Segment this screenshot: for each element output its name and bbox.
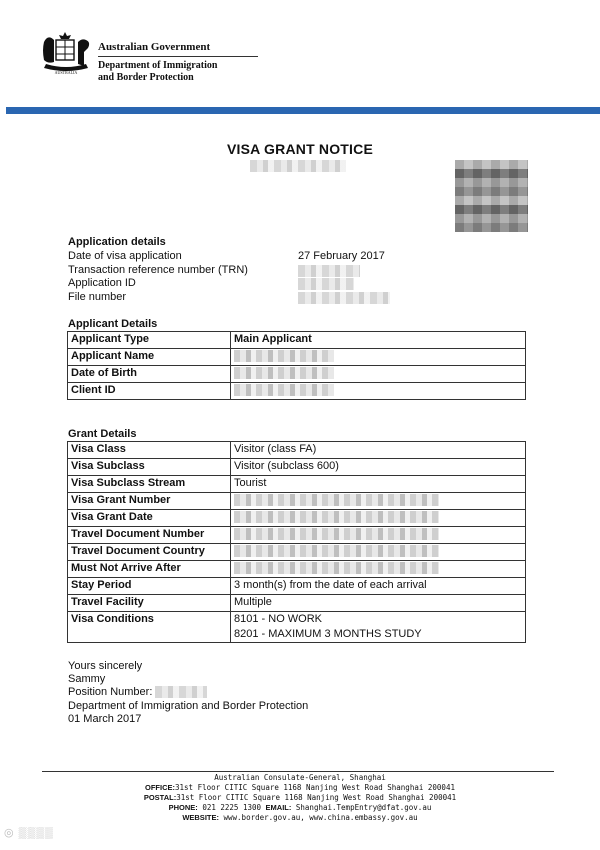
position-number-label: Position Number:: [68, 686, 153, 698]
travel-document-number-value: [231, 527, 526, 544]
applicant-photo-redacted: [455, 160, 528, 232]
visa-grant-number-label: Visa Grant Number: [68, 493, 231, 510]
closing-sincerely: Yours sincerely: [68, 660, 143, 672]
footer: [0, 773, 600, 823]
applicant-name-label: Applicant Name: [68, 349, 231, 366]
application-id-value-redacted: [298, 278, 354, 290]
notice-title: VISA GRANT NOTICE: [227, 141, 373, 157]
visa-class-value: Visitor (class FA): [231, 442, 526, 459]
redacted-reference: [250, 160, 346, 172]
redacted-value: [234, 494, 439, 506]
visa-condition-8101: 8101 - NO WORK: [234, 613, 323, 625]
table-row: [68, 544, 526, 561]
table-row: [68, 442, 526, 459]
table-row: [68, 527, 526, 544]
visa-subclass-stream-label: Visa Subclass Stream: [68, 476, 231, 493]
footer-postal: [0, 793, 600, 803]
table-row: [68, 349, 526, 366]
date-of-birth-label: Date of Birth: [68, 366, 231, 383]
applicant-name-value: [231, 349, 526, 366]
file-number-value-redacted: [298, 292, 390, 304]
footer-office-label: OFFICE:: [145, 783, 176, 792]
stay-period-value: 3 month(s) from the date of each arrival: [231, 578, 526, 595]
travel-document-number-label: Travel Document Number: [68, 527, 231, 544]
government-header: [40, 30, 290, 86]
application-details-heading: Application details: [68, 236, 166, 248]
redacted-value: [234, 384, 334, 396]
coat-of-arms-icon: [40, 30, 92, 76]
closing-date: 01 March 2017: [68, 713, 142, 725]
signatory-name: Sammy: [68, 673, 106, 685]
file-number-label: File number: [68, 291, 127, 303]
footer-phone-label: PHONE:: [168, 803, 198, 812]
travel-document-country-label: Travel Document Country: [68, 544, 231, 561]
footer-email-label: EMAIL:: [265, 803, 292, 812]
table-row: [68, 493, 526, 510]
grant-details-table: [67, 441, 526, 643]
client-id-label: Client ID: [68, 383, 231, 400]
footer-phone-value: 021 2225 1300: [202, 803, 262, 812]
closing-department: Department of Immigration and Border Protection: [68, 700, 309, 712]
footer-website: [0, 813, 600, 823]
footer-email-value: Shanghai.TempEntry@dfat.gov.au: [295, 803, 432, 812]
visa-class-label: Visa Class: [68, 442, 231, 459]
travel-facility-value: Multiple: [231, 595, 526, 612]
visa-conditions-value: [231, 612, 526, 643]
department-name: [98, 60, 217, 84]
table-row: [68, 476, 526, 493]
department-line-2: and Border Protection: [98, 72, 194, 83]
travel-facility-label: Travel Facility: [68, 595, 231, 612]
travel-document-country-value: [231, 544, 526, 561]
applicant-details-heading: Applicant Details: [68, 318, 158, 330]
redacted-value: [234, 545, 439, 557]
table-row: [68, 612, 526, 643]
header-divider: [98, 56, 258, 57]
footer-postal-label: POSTAL:: [143, 793, 177, 802]
table-row: [68, 561, 526, 578]
footer-divider: [42, 771, 554, 772]
table-row: [68, 332, 526, 349]
footer-contact: [0, 803, 600, 813]
redacted-value: [234, 367, 334, 379]
footer-office-value: 31st Floor CITIC Square 1168 Nanjing West Road Shanghai 200041: [175, 783, 455, 792]
footer-consulate: Australian Consulate-General, Shanghai: [214, 773, 386, 782]
must-not-arrive-after-label: Must Not Arrive After: [68, 561, 231, 578]
application-id-label: Application ID: [68, 277, 136, 289]
table-row: [68, 510, 526, 527]
redacted-value: [234, 528, 439, 540]
position-number-redacted: [155, 686, 207, 698]
watermark-logo: ◎ ▒▒▒▒: [4, 827, 54, 839]
visa-grant-date-value: [231, 510, 526, 527]
grant-details-heading: Grant Details: [68, 428, 137, 440]
visa-grant-number-value: [231, 493, 526, 510]
date-of-birth-value: [231, 366, 526, 383]
trn-label: Transaction reference number (TRN): [68, 264, 248, 276]
table-row: [68, 459, 526, 476]
table-row: [68, 578, 526, 595]
client-id-value: [231, 383, 526, 400]
footer-website-value: www.border.gov.au, www.china.embassy.gov.au: [223, 813, 418, 822]
redacted-value: [234, 511, 439, 523]
government-title: Australian Government: [98, 41, 211, 53]
department-line-1: Department of Immigration: [98, 60, 218, 71]
applicant-details-table: [67, 331, 526, 400]
visa-subclass-value: Visitor (subclass 600): [231, 459, 526, 476]
footer-website-label: WEBSITE:: [182, 813, 219, 822]
must-not-arrive-after-value: [231, 561, 526, 578]
table-row: [68, 383, 526, 400]
header-blue-bar: [6, 107, 600, 114]
table-row: [68, 595, 526, 612]
redacted-value: [234, 562, 439, 574]
trn-value-redacted: [298, 265, 360, 277]
applicant-type-label: Applicant Type: [68, 332, 231, 349]
date-of-visa-application-value: 27 February 2017: [298, 250, 385, 262]
stay-period-label: Stay Period: [68, 578, 231, 595]
date-of-visa-application-label: Date of visa application: [68, 250, 182, 262]
footer-postal-value: 31st Floor CITIC Square 1168 Nanjing West Road Shanghai 200041: [176, 793, 457, 802]
visa-grant-date-label: Visa Grant Date: [68, 510, 231, 527]
visa-subclass-stream-value: Tourist: [231, 476, 526, 493]
footer-office: [0, 783, 600, 793]
applicant-type-value: Main Applicant: [231, 332, 526, 349]
redacted-value: [234, 350, 334, 362]
table-row: [68, 366, 526, 383]
visa-conditions-label: Visa Conditions: [68, 612, 231, 643]
svg-text:AUSTRALIA: AUSTRALIA: [54, 70, 78, 75]
visa-condition-8201: 8201 - MAXIMUM 3 MONTHS STUDY: [234, 628, 422, 640]
visa-subclass-label: Visa Subclass: [68, 459, 231, 476]
